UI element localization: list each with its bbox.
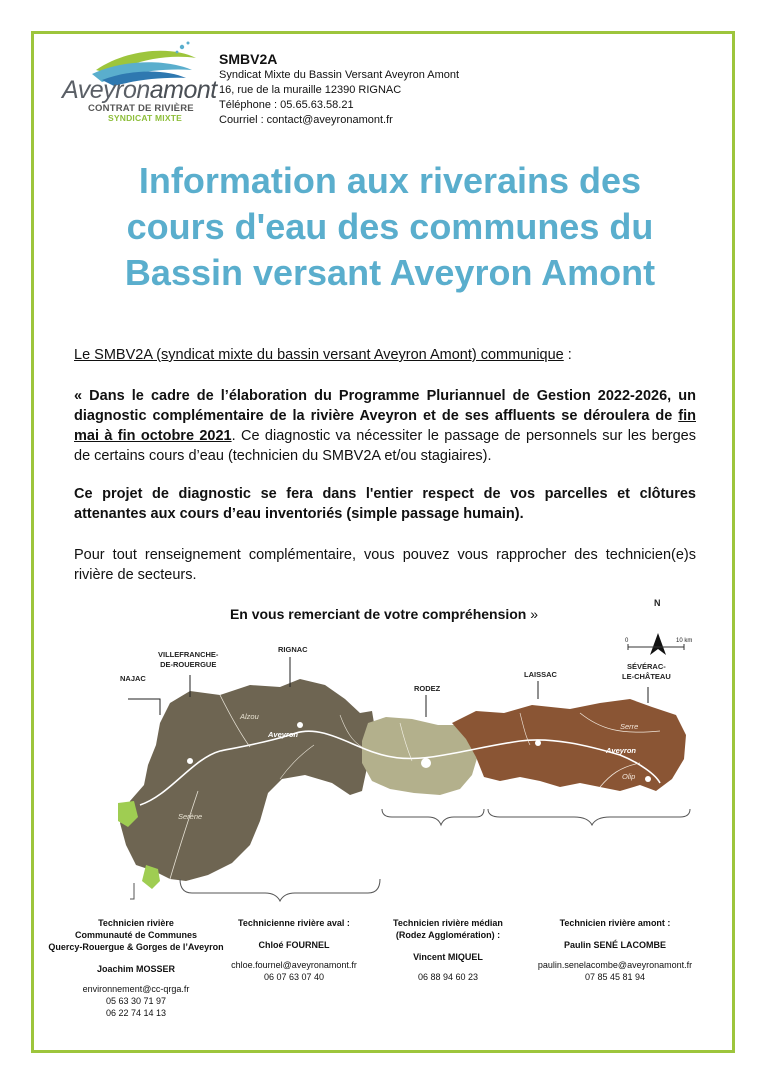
contact-email: paulin.senelacombe@aveyronamont.fr [537,960,693,970]
contact-median: Technicien rivière médian (Rodez Agglomération) : Vincent MIQUEL 06 88 94 60 23 [374,917,522,983]
map-label-severac: SÉVÉRAC- LE-CHÂTEAU [622,662,671,681]
org-name: SMBV2A [219,51,278,67]
contact-aval: Technicienne rivière aval : Chloé FOURNEL chloe.fournel@aveyronamont.fr 06 07 63 07 40 [214,917,374,983]
scale-label-min: 0 [625,638,629,644]
town-dot-rodez [421,758,431,768]
title-line-3: Bassin versant Aveyron Amont [124,252,656,293]
map-label-rignac: RIGNAC [278,645,308,654]
river-label-serre: Serre [620,722,639,731]
respect-paragraph: Ce projet de diagnostic se fera dans l'entier respect de vos parcelles et clôtures attenantes aux cours d’eau inventoriés (simple passage humain). [74,486,696,522]
org-phone: Téléphone : 05.65.63.58.21 [219,99,354,111]
organization-block [219,50,459,128]
contact-phone: 06 88 94 60 23 [417,972,479,982]
river-label-aveyron-east: Aveyron [606,746,637,755]
intro-paragraph: Le SMBV2A (syndicat mixte du bassin versant Aveyron Amont) communique : [74,347,572,363]
contact-email: chloe.fournel@aveyronamont.fr [231,960,357,970]
map-label-villefranche: VILLEFRANCHE- DE-ROUERGUE [158,650,219,669]
thanks-line: En vous remerciant de votre compréhension » [229,606,539,622]
north-arrow-icon [650,633,666,655]
map-label-laissac: LAISSAC [524,670,557,679]
town-dot-rignac [297,722,303,728]
org-full-name: Syndicat Mixte du Bassin Versant Aveyron Amont [219,69,460,81]
scale-label-max: 10 km [676,638,693,644]
contact-phone: 06 22 74 14 13 [105,1008,167,1018]
river-label-serene: Serène [178,812,203,821]
town-dot-villefranche [187,758,193,764]
contact-name: Chloé FOURNEL [258,940,330,950]
logo-subtitle-syndicate: SYNDICAT MIXTE [108,113,182,123]
map-zone-aval [120,679,376,881]
contact-name: Joachim MOSSER [96,964,176,974]
map-zone-amont [452,699,686,791]
contact-paragraph: Pour tout renseignement complémentaire, vous pouvez vous rapprocher des technicien(e)s rivière de secteurs. [74,547,696,583]
map-label-najac: NAJAC [120,674,146,683]
river-label-olip: Olip [622,772,636,781]
contact-name: Paulin SENÉ LACOMBE [563,940,666,950]
map-label-rodez: RODEZ [414,684,441,693]
river-label-aveyron-west: Aveyron [268,730,299,739]
logo-wordmark: Aveyronamont [62,76,217,104]
org-email: Courriel : contact@aveyronamont.fr [219,114,393,126]
logo-subtitle-contract: CONTRAT DE RIVIÈRE [88,103,194,114]
org-address: 16, rue de la muraille 12390 RIGNAC [219,84,402,96]
town-dot-laissac [535,740,541,746]
north-label: N [654,598,661,608]
town-dot-severac [645,776,651,782]
contact-phone: 07 85 45 81 94 [584,972,646,982]
contact-amont: Technicien rivière amont : Paulin SENÉ LACOMBE paulin.senelacombe@aveyronamont.fr 07 85 45 81 94 [520,917,710,983]
contact-email: environnement@cc-qrga.fr [82,984,190,994]
contact-phone: 06 07 63 07 40 [263,972,325,982]
river-label-alzou: Alzou [240,712,259,721]
contact-name: Vincent MIQUEL [413,952,483,962]
contact-qrga: Technicien rivière Communauté de Communes Quercy-Rouergue & Gorges de l’Aveyron Joachim MOSSER environnement@cc-qrga.fr 05 63 30 71 97 06 22 74 14 13 [38,917,234,1019]
title-line-2: cours d'eau des communes du [126,206,654,247]
page-title [60,158,720,296]
contact-phone: 05 63 30 71 97 [105,996,167,1006]
title-line-1: Information aux riverains des [138,160,642,201]
diagnostic-paragraph: « Dans le cadre de l’élaboration du Programme Pluriannuel de Gestion 2022-2026, un diagnostic complémentaire de la rivière Aveyron et de ses affluents se déroulera de fin mai à fin octobre 2021. Ce diagnostic va nécessiter le passage de personnels sur les berges de certains cours d’eau (technicien du SMBV2A et/ou stagiaires). [74,388,696,464]
